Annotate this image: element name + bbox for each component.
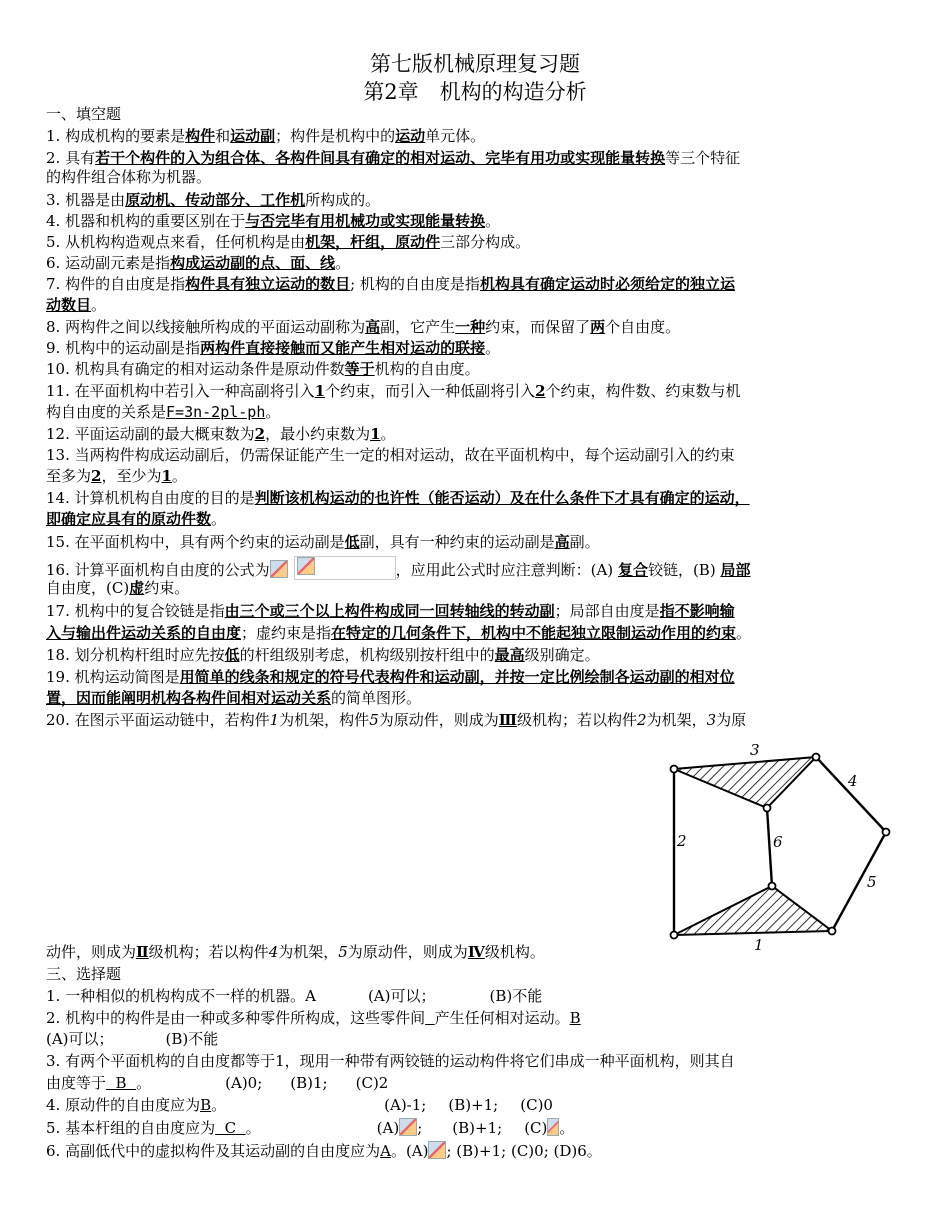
chapter-title: 第2章 机构的构造分析 — [363, 80, 587, 104]
link-4-line — [816, 757, 886, 832]
label-4: 4 — [848, 772, 858, 790]
question-9: 9. 机构中的运动副是指两构件直接接触而又能产生相对运动的联接。 — [46, 339, 501, 357]
link-3-shape — [674, 757, 816, 808]
joint — [883, 829, 890, 836]
question-3: 3. 机器是由原动机、传动部分、工作机所构成的。 — [46, 191, 381, 209]
label-5: 5 — [867, 873, 877, 891]
doc-title: 第七版机械原理复习题 — [370, 52, 580, 76]
question-14-cont: 即确定应具有的原动件数。 — [46, 510, 227, 528]
question-2-cont: 的构件组合体称为机器。 — [46, 168, 212, 186]
question-17: 17. 机构中的复合铰链是指由三个或三个以上构件构成同一回转轴线的转动副；局部自由度是指不影响输 — [46, 602, 735, 620]
formula-image-icon — [270, 560, 288, 578]
question-10: 10. 机构具有确定的相对运动条件是原动件数等于机构的自由度。 — [46, 360, 480, 378]
section-choice-heading: 三、选择题 — [46, 965, 122, 983]
question-5: 5. 从机构构造观点来看，任何机构是由机架，杆组，原动件三部分构成。 — [46, 233, 531, 251]
question-19: 19. 机构运动简图是用简单的线条和规定的符号代表构件和运动副，并按一定比例绘制各运动副的相对位 — [46, 668, 735, 686]
question-14: 14. 计算机机构自由度的目的是判断该机构运动的也许性（能否运动）及在什么条件下才具有确定的运动， — [46, 489, 750, 507]
label-3: 3 — [750, 741, 760, 759]
link-5-line — [832, 832, 886, 931]
joint — [829, 928, 836, 935]
question-17-cont: 入与输出件运动关系的自由度；虚约束是指在特定的几何条件下，机构中不能起独立限制运动作用的约束。 — [46, 624, 752, 642]
choice-2-options: (A)可以； (B)不能 — [46, 1030, 219, 1048]
joint — [671, 766, 678, 773]
choice-2: 2. 机构中的构件是由一种或多种零件所构成，这些零件间 产生任何相对运动。B — [46, 1009, 581, 1027]
question-13-cont: 至多为2，至少为1。 — [46, 467, 187, 485]
question-11: 11. 在平面机构中若引入一种高副将引入1个约束，而引入一种低副将引入2个约束，构件数、约束数与机 — [46, 382, 741, 400]
choice-3: 3. 有两个平面机构的自由度都等于1，现用一种带有两铰链的运动构件将它们串成一种平面机构，则其自 — [46, 1052, 735, 1070]
choice-4: 4. 原动件的自由度应为B。 (A)-1; (B)+1; (C)0 — [46, 1096, 553, 1114]
choice-1: 1. 一种相似的机构构成不一样的机器。A (A)可以； (B)不能 — [46, 987, 543, 1005]
question-16: 16. 计算平面机构自由度的公式为 ，应用此公式时应注意判断：(A) 复合铰链，(B) 局部 — [46, 556, 916, 581]
option-image-icon — [547, 1118, 559, 1136]
question-8: 8. 两构件之间以线接触所构成的平面运动副称为高副，它产生一种约束，而保留了两个自由度。 — [46, 318, 681, 336]
question-1: 1. 构成机构的要素是构件和运动副；构件是机构中的运动单元体。 — [46, 127, 486, 145]
question-2: 2. 具有若干个构件的入为组合体、各构件间具有确定的相对运动、完毕有用功或实现能量转换等三个特征 — [46, 149, 741, 167]
question-11-cont: 构自由度的关系是F=3n-2pl-ph。 — [46, 403, 281, 421]
question-4: 4. 机器和机构的重要区别在于与否完毕有用机械功或实现能量转换。 — [46, 212, 501, 230]
question-16-cont: 自由度，(C)虚约束。 — [46, 579, 190, 597]
link-1-shape — [674, 886, 832, 935]
joint — [764, 805, 771, 812]
question-13: 13. 当两构件构成运动副后，仍需保证能产生一定的相对运动，故在平面机构中，每个运动副引入的约束 — [46, 446, 735, 464]
question-12: 12. 平面运动副的最大概束数为2，最小约束数为1。 — [46, 425, 396, 443]
question-19-cont: 置，因而能阐明机构各构件间相对运动关系的简单图形。 — [46, 689, 422, 707]
question-15: 15. 在平面机构中，具有两个约束的运动副是低副，具有一种约束的运动副是高副。 — [46, 533, 600, 551]
label-2: 2 — [677, 832, 687, 850]
question-7-cont: 动数目。 — [46, 296, 107, 314]
joint — [671, 932, 678, 939]
joint — [813, 754, 820, 761]
question-18: 18. 划分机构杆组时应先按低的杆组级别考虑，机构级别按杆组中的最高级别确定。 — [46, 646, 600, 664]
formula-image-frame — [294, 556, 396, 580]
kinematic-chain-figure — [660, 740, 900, 955]
option-image-icon — [399, 1118, 417, 1136]
link-6-line — [767, 808, 772, 886]
section-fill-heading: 一、填空题 — [46, 105, 122, 123]
question-20: 20. 在图示平面运动链中，若构件1为机架，构件5为原动件，则成为Ⅲ级机构；若以构件2为机架，3为原 — [46, 711, 747, 729]
joint — [769, 883, 776, 890]
question-6: 6. 运动副元素是指构成运动副的点、面、线。 — [46, 254, 351, 272]
option-image-icon — [428, 1141, 446, 1159]
question-20-cont: 动件，则成为Ⅱ级机构；若以构件4为机架，5为原动件，则成为Ⅳ级机构。 — [46, 943, 545, 961]
choice-6: 6. 高副低代中的虚拟构件及其运动副的自由度应为A。(A) ; (B)+1; (C)0; (D)6。 — [46, 1142, 602, 1160]
formula-image-icon — [297, 557, 315, 575]
choice-5: 5. 基本杆组的自由度应为 C 。 (A) ; (B)+1; (C) 。 — [46, 1119, 575, 1137]
choice-3-cont: 由度等于 B 。 (A)0; (B)1; (C)2 — [46, 1074, 389, 1092]
label-6: 6 — [773, 833, 783, 851]
question-7: 7. 构件的自由度是指构件具有独立运动的数目; 机构的自由度是指机构具有确定运动时必须给定的独立运 — [46, 275, 735, 293]
label-1: 1 — [754, 936, 764, 954]
